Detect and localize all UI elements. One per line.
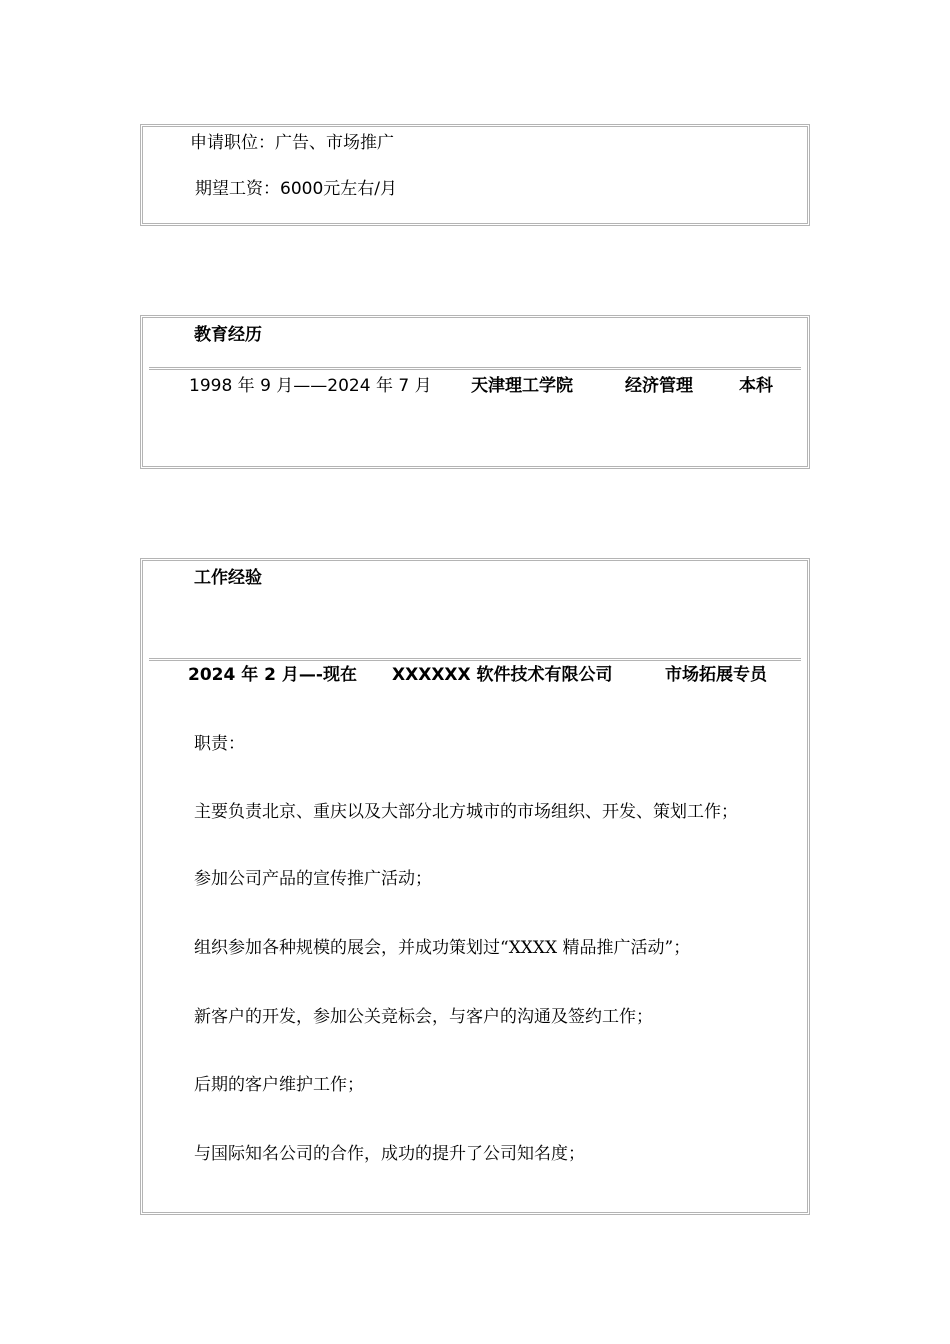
duties-label: 职责： (194, 734, 245, 754)
work-box (140, 558, 810, 1215)
education-box (140, 315, 810, 469)
work-title: 市场拓展专员 (665, 665, 767, 685)
duty-item: 后期的客户维护工作； (194, 1075, 364, 1095)
education-heading: 教育经历 (194, 325, 262, 345)
expected-salary (195, 178, 397, 200)
duty-item: 主要负责北京、重庆以及大部分北方城市的市场组织、开发、策划工作； (194, 802, 738, 822)
education-divider (149, 367, 801, 370)
education-school: 天津理工学院 (471, 376, 573, 396)
application-box (140, 124, 810, 226)
duty-item: 参加公司产品的宣传推广活动； (194, 869, 432, 889)
work-divider (149, 658, 801, 661)
education-major: 经济管理 (625, 376, 693, 396)
position-applied: 申请职位：广告、市场推广 (190, 133, 394, 153)
salary-prefix: 期望工资： (195, 179, 280, 199)
work-heading: 工作经验 (194, 568, 262, 588)
work-period: 2024 年 2 月—-现在 (188, 665, 357, 685)
duty-item: 新客户的开发，参加公关竞标会，与客户的沟通及签约工作； (194, 1007, 653, 1027)
education-degree: 本科 (739, 376, 773, 396)
work-company: XXXXXX 软件技术有限公司 (392, 665, 613, 685)
salary-suffix: 元左右/月 (323, 179, 397, 199)
education-period: 1998 年 9 月——2024 年 7 月 (189, 376, 432, 396)
duty-item: 组织参加各种规模的展会，并成功策划过“XXXX 精品推广活动”； (194, 938, 691, 958)
salary-amount: 6000 (280, 179, 324, 199)
duty-item: 与国际知名公司的合作，成功的提升了公司知名度； (194, 1144, 585, 1164)
